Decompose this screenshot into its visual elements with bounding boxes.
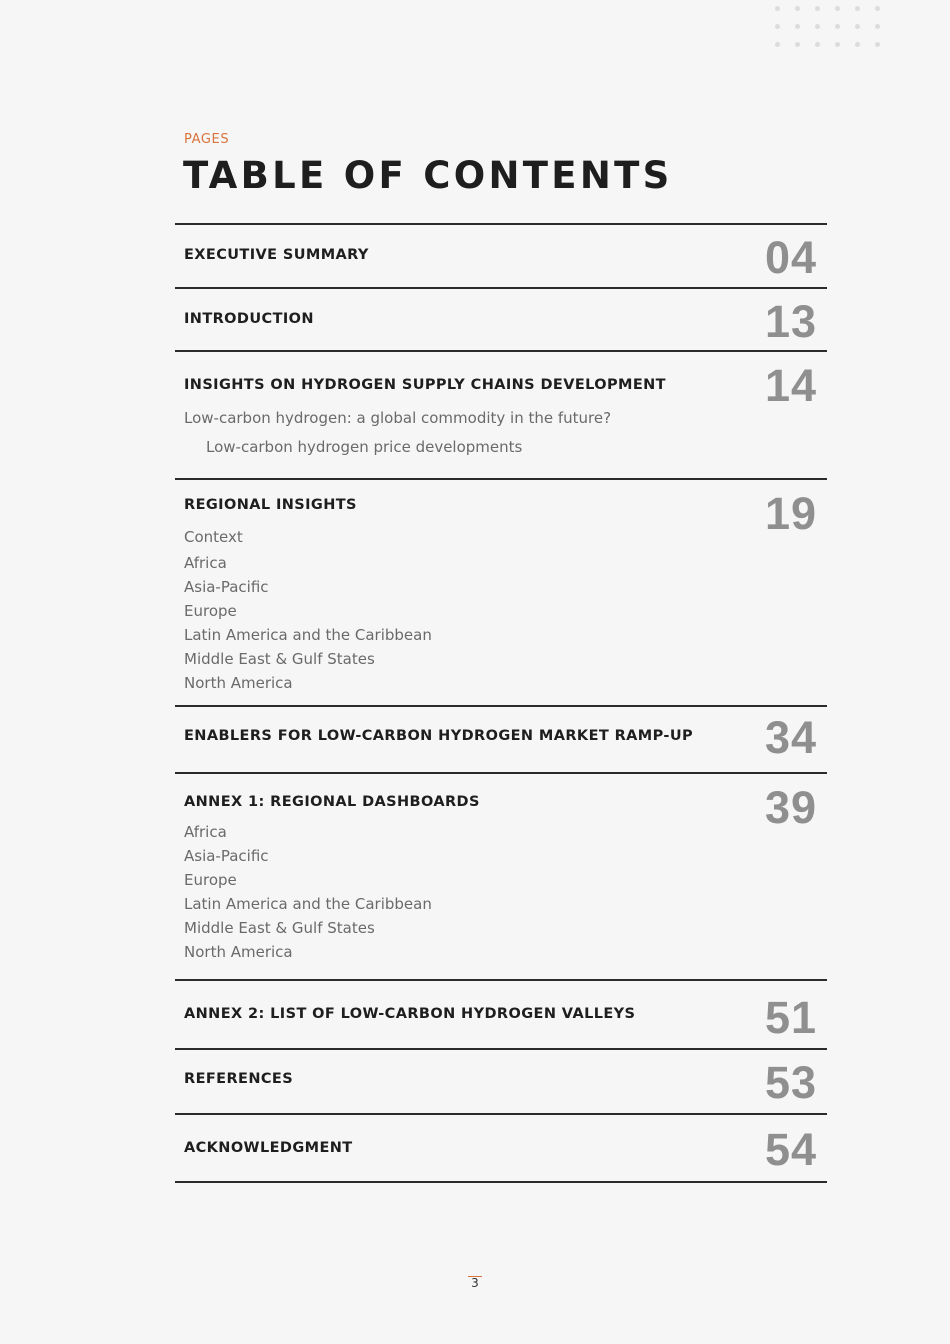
- dot-icon: [815, 6, 820, 11]
- dot-icon: [815, 24, 820, 29]
- toc-section-executive-summary[interactable]: [175, 223, 827, 287]
- toc-section-annex-1[interactable]: [175, 772, 827, 979]
- decorative-dot-grid: [771, 2, 889, 54]
- toc-page-number: 13: [764, 296, 817, 347]
- toc-section-title[interactable]: INSIGHTS ON HYDROGEN SUPPLY CHAINS DEVELOPMENT: [184, 377, 666, 393]
- toc-subitem[interactable]: Africa: [184, 823, 227, 841]
- toc-section-enablers[interactable]: [175, 705, 827, 772]
- toc-subitem[interactable]: Europe: [184, 602, 237, 620]
- dot-icon: [875, 42, 880, 47]
- dot-icon: [775, 24, 780, 29]
- page-title: TABLE OF CONTENTS: [183, 154, 673, 197]
- toc-subitem[interactable]: Asia-Pacific: [184, 578, 269, 596]
- dot-icon: [775, 6, 780, 11]
- dot-icon: [775, 42, 780, 47]
- toc-subitem[interactable]: Europe: [184, 871, 237, 889]
- toc-section-title[interactable]: INTRODUCTION: [184, 311, 314, 327]
- toc-section-title[interactable]: ACKNOWLEDGMENT: [184, 1140, 353, 1156]
- dot-icon: [835, 24, 840, 29]
- dot-icon: [835, 6, 840, 11]
- toc-subitems: [184, 525, 432, 695]
- toc-section-title[interactable]: ANNEX 2: LIST OF LOW-CARBON HYDROGEN VALLEYS: [184, 1006, 636, 1022]
- toc-subitem[interactable]: Middle East & Gulf States: [184, 919, 375, 937]
- toc-subitem[interactable]: Context: [184, 528, 243, 546]
- section-eyebrow: PAGES: [184, 132, 230, 147]
- toc-section-title[interactable]: REFERENCES: [184, 1071, 294, 1087]
- dot-icon: [835, 42, 840, 47]
- toc-section-title[interactable]: REGIONAL INSIGHTS: [184, 497, 357, 513]
- toc-page-number: 34: [764, 712, 817, 763]
- toc-section-title[interactable]: ENABLERS FOR LOW-CARBON HYDROGEN MARKET RAMP-UP: [184, 728, 694, 744]
- toc-section-references[interactable]: [175, 1048, 827, 1113]
- toc-subitems: [184, 820, 432, 964]
- toc-page-number: 51: [764, 992, 817, 1043]
- dot-icon: [795, 42, 800, 47]
- toc-page-number: 14: [764, 360, 817, 411]
- toc-subitem[interactable]: Low-carbon hydrogen: a global commodity in the future?: [184, 409, 612, 427]
- dot-icon: [855, 42, 860, 47]
- toc-subitems: [184, 406, 611, 459]
- table-of-contents: [175, 223, 827, 1183]
- toc-subitem[interactable]: Low-carbon hydrogen price developments: [206, 438, 523, 456]
- toc-page-number: 19: [764, 488, 817, 539]
- toc-section-title[interactable]: ANNEX 1: REGIONAL DASHBOARDS: [184, 794, 480, 810]
- page-number: 3: [471, 1276, 479, 1290]
- dot-icon: [875, 6, 880, 11]
- toc-page-number: 39: [764, 782, 817, 833]
- toc-subitem[interactable]: Asia-Pacific: [184, 847, 269, 865]
- toc-page-number: 53: [764, 1057, 817, 1108]
- toc-section-regional-insights[interactable]: [175, 478, 827, 705]
- toc-section-insights[interactable]: [175, 350, 827, 478]
- toc-page-number: 54: [764, 1124, 817, 1175]
- dot-icon: [815, 42, 820, 47]
- toc-subitem[interactable]: Latin America and the Caribbean: [184, 626, 432, 644]
- toc-section-annex-2[interactable]: [175, 979, 827, 1048]
- toc-section-introduction[interactable]: [175, 287, 827, 350]
- dot-icon: [855, 6, 860, 11]
- toc-section-title[interactable]: EXECUTIVE SUMMARY: [184, 247, 369, 263]
- toc-subitem[interactable]: Africa: [184, 554, 227, 572]
- dot-icon: [795, 6, 800, 11]
- dot-icon: [875, 24, 880, 29]
- toc-subitem[interactable]: Middle East & Gulf States: [184, 650, 375, 668]
- dot-icon: [855, 24, 860, 29]
- toc-subitem[interactable]: North America: [184, 674, 293, 692]
- toc-subitem[interactable]: Latin America and the Caribbean: [184, 895, 432, 913]
- dot-icon: [795, 24, 800, 29]
- toc-section-acknowledgment[interactable]: [175, 1113, 827, 1183]
- toc-page-number: 04: [764, 232, 817, 283]
- toc-subitem[interactable]: North America: [184, 943, 293, 961]
